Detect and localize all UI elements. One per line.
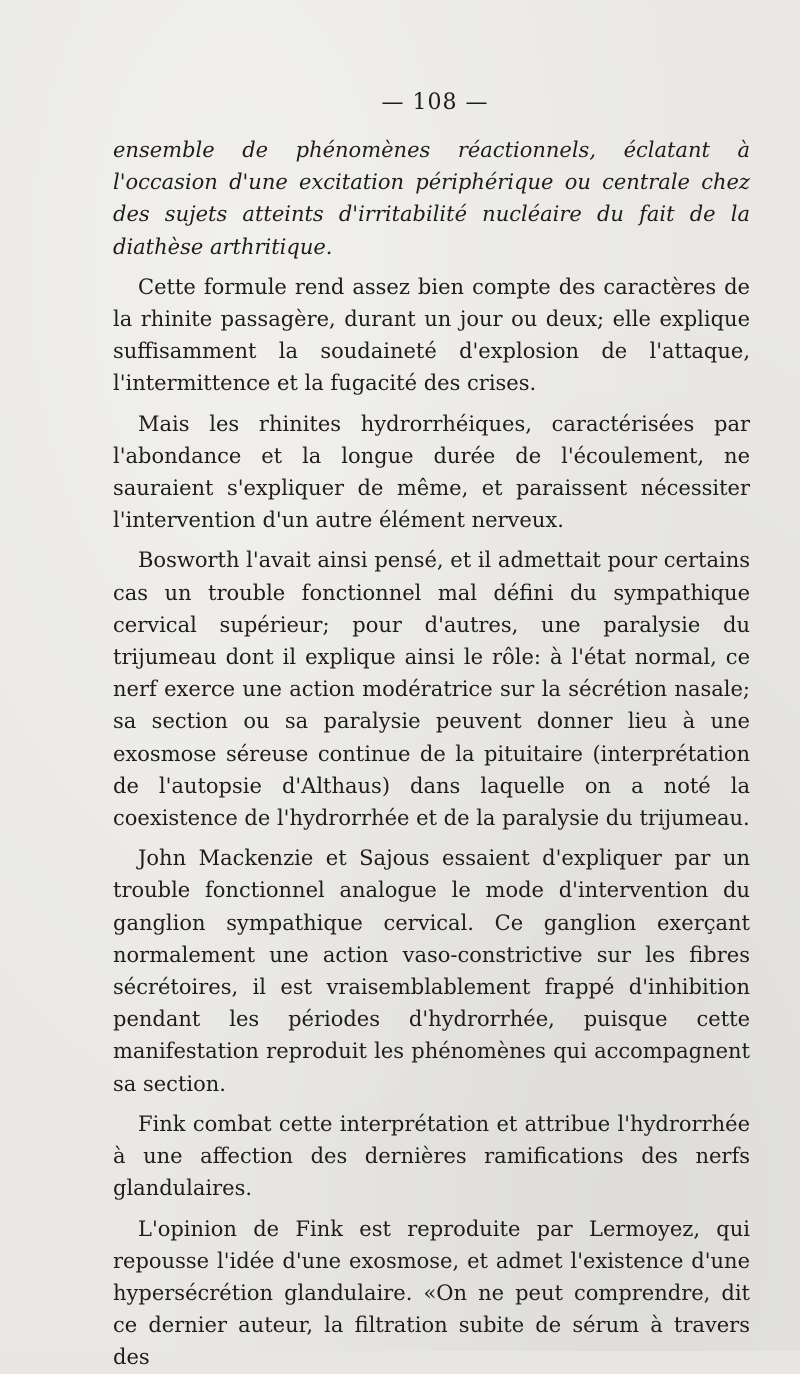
paragraph-intro: ensemble de phénomènes réactionnels, éclatant à l'occasion d'une excitation périphérique ou centrale chez des sujets atteints d'irritabilité nucléaire du fait de la diathèse arthritique. [113,138,750,259]
paragraph: Bosworth l'avait ainsi pensé, et il admettait pour certains cas un trouble fonctionnel mal défini du sympathique cervical supérieur; pour d'autres, une paralysie du trijumeau dont il explique ainsi le rôle: à l'état normal, ce nerf exerce une action modératrice sur la sécrétion nasale; sa section ou sa paralysie peuvent donner lieu à une exosmose séreuse continue de la pituitaire (interprétation de l'autopsie d'Althaus) dans laquelle on a noté la coexistence de l'hydrorrhée et de la paralysie du trijumeau. [113,548,750,831]
paragraph: John Mackenzie et Sajous essaient d'expliquer par un trouble fonctionnel analogue le mode d'intervention du ganglion sympathique cervical. Ce ganglion exerçant normalement une action vaso-constrictive sur les fibres sécrétoires, il est vraisemblablement frappé d'inhibition pendant les périodes d'hydrorrhée, puisque cette manifestation reproduit les phénomènes qui accompagnent sa section. [113,846,750,1096]
paragraph: Fink combat cette interprétation et attribue l'hydrorrhée à une affection des dernières ramifications des nerfs glandulaires. [113,1111,750,1201]
page-body [113,134,750,1374]
page-number: — 108 — [381,90,489,115]
paragraph: Mais les rhinites hydrorrhéiques, caractérisées par l'abondance et la longue durée de l'écoulement, ne sauraient s'expliquer de même, et paraissent nécessiter l'intervention d'un autre élément nerveux. [113,411,750,533]
paragraph: L'opinion de Fink est reproduite par Lermoyez, qui repousse l'idée d'une exosmose, et admet l'existence d'une hypersécrétion glandulaire. «On ne peut comprendre, dit ce dernier auteur, la filtration subite de sérum à travers des [113,1216,750,1370]
paragraph: Cette formule rend assez bien compte des caractères de la rhinite passagère, durant un jour ou deux; elle explique suffisamment la soudaineté d'explosion de l'attaque, l'intermittence et la fugacité des crises. [113,274,750,396]
